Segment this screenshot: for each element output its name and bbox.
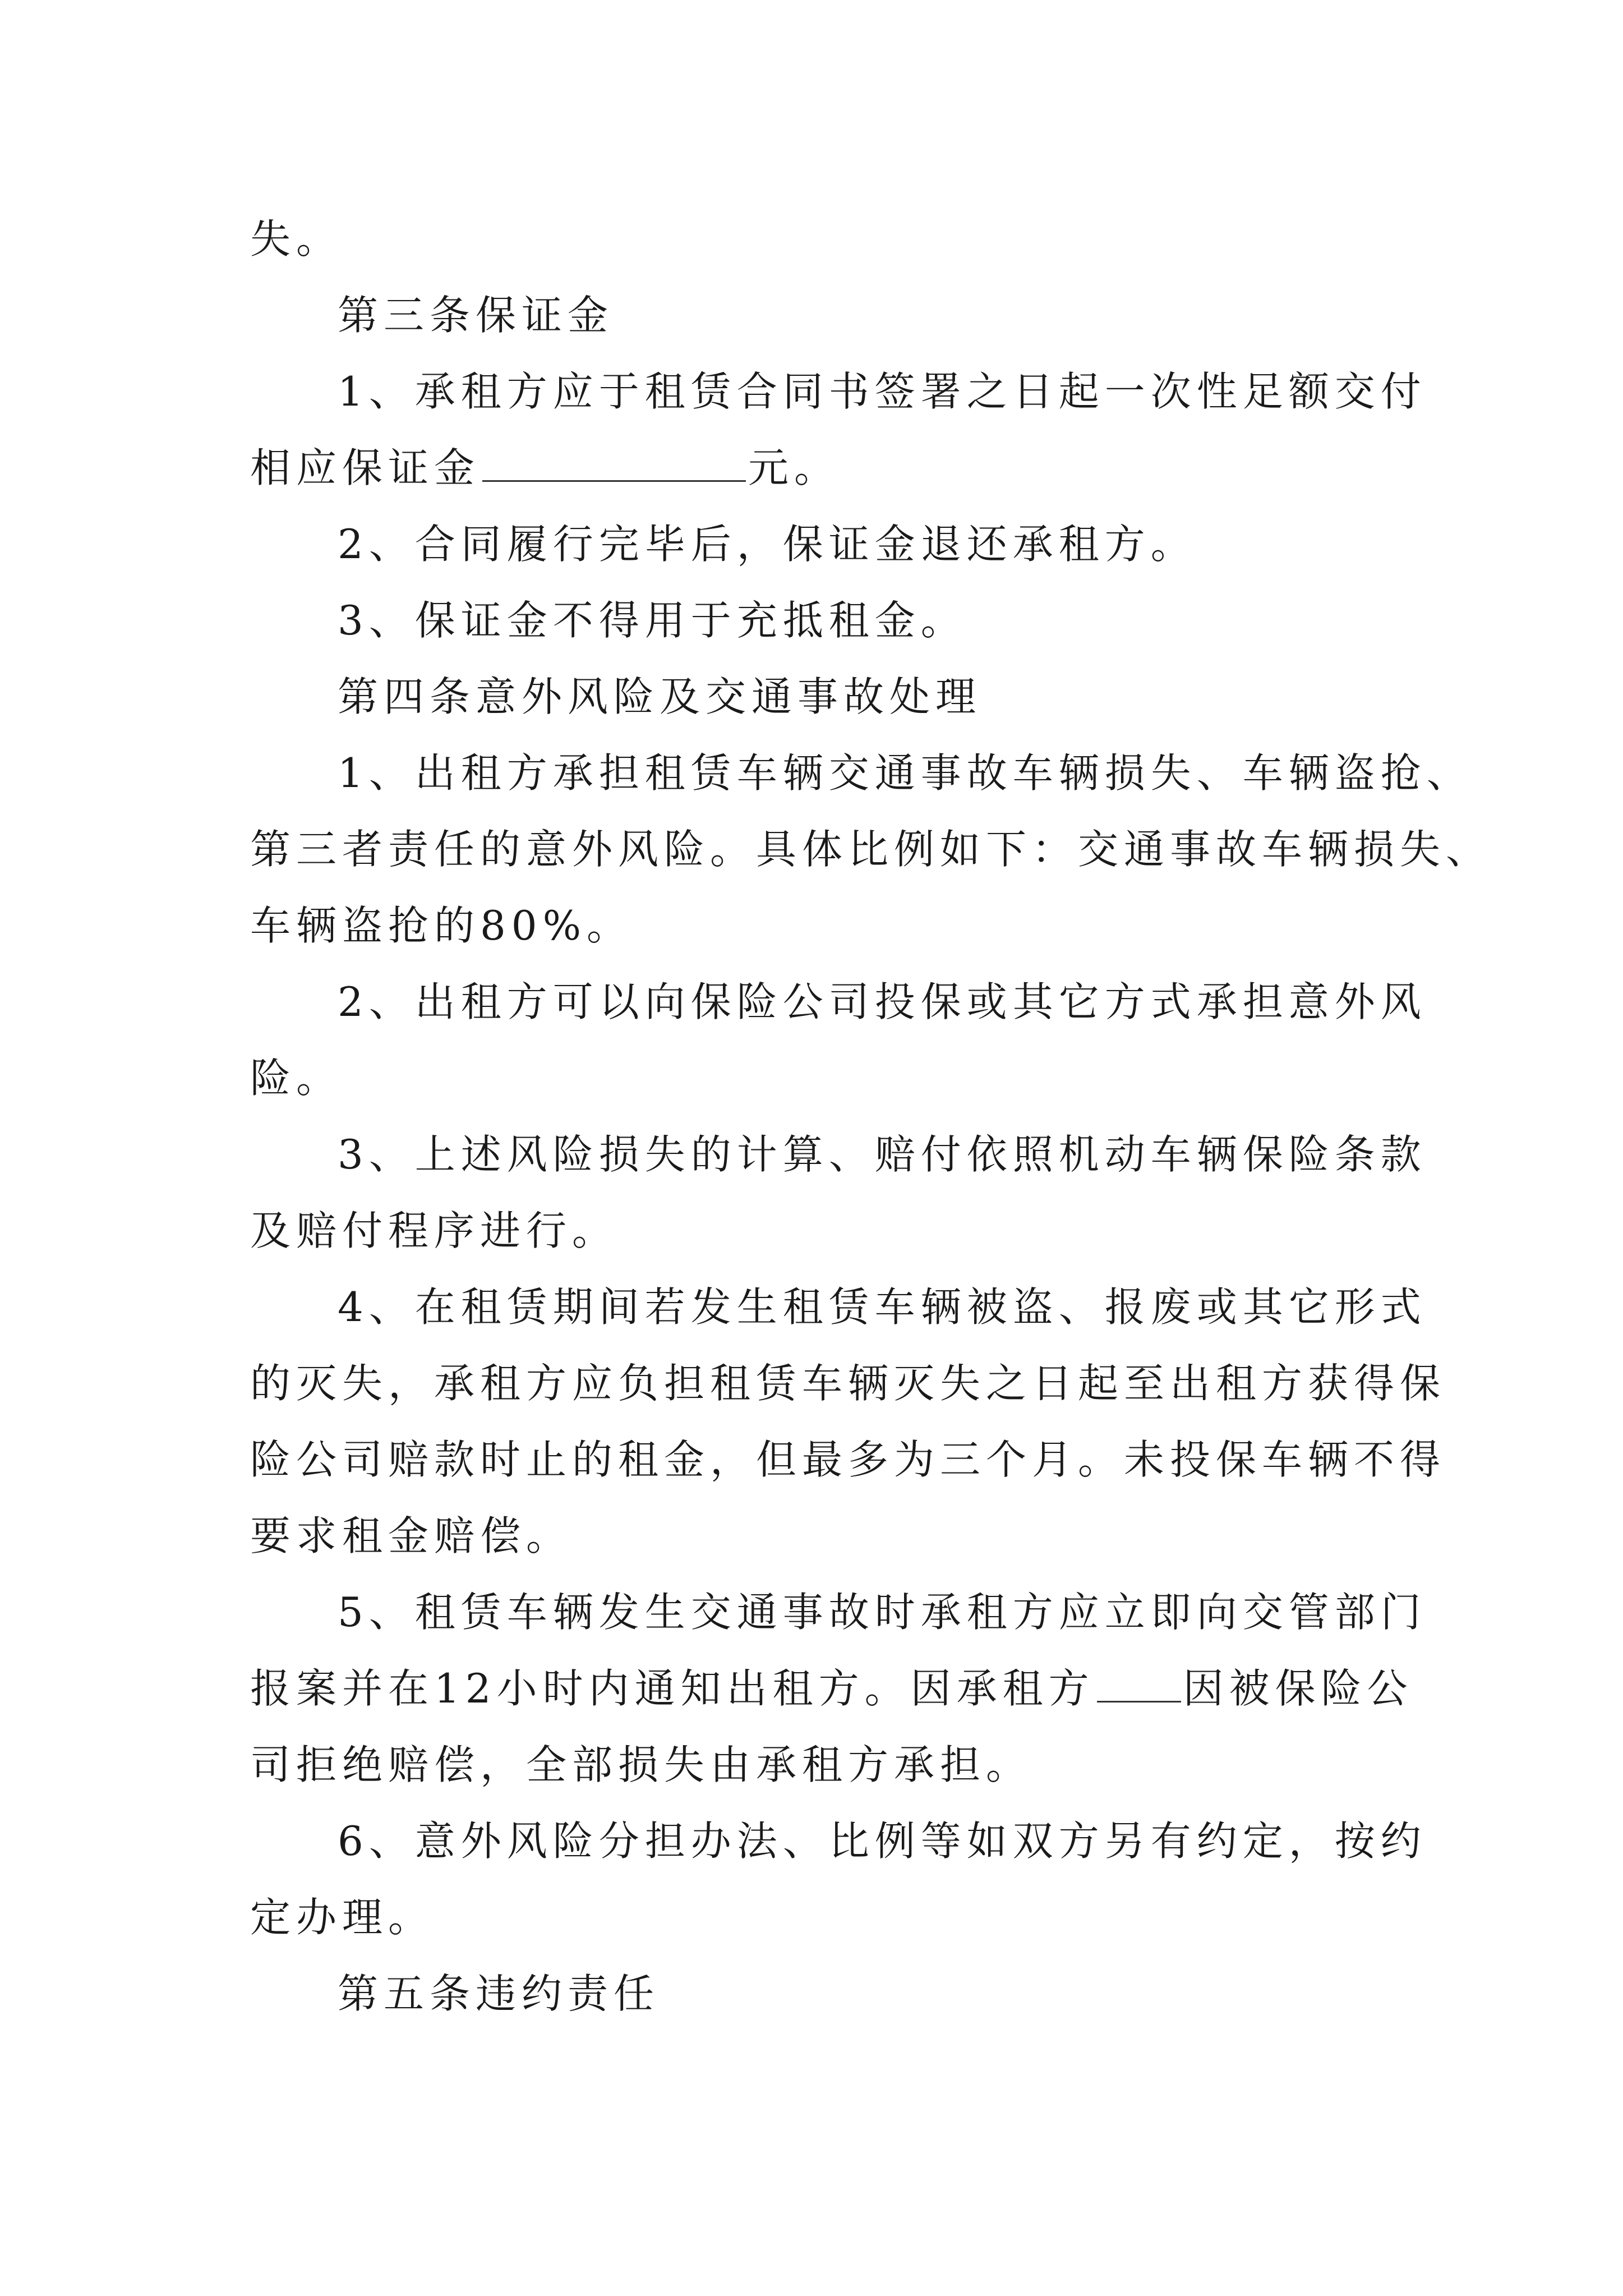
paragraph-line — [338, 1128, 1427, 1181]
text: 1、出租方承担租赁车辆交通事故车辆损失、车辆盗抢、 — [338, 749, 1473, 797]
text: 司拒绝赔偿，全部损失由承租方承担。 — [250, 1741, 1032, 1788]
paragraph-line — [338, 517, 1197, 571]
paragraph-line — [250, 1738, 1032, 1792]
text: 1、承租方应于租赁合同书签署之日起一次性足额交付 — [338, 368, 1427, 415]
text: 定办理。 — [250, 1894, 435, 1941]
paragraph-line — [338, 365, 1427, 418]
text: 险。 — [250, 1055, 343, 1102]
paragraph-line — [250, 822, 1492, 876]
text: 5、租赁车辆发生交通事故时承租方应立即向交管部门 — [338, 1589, 1427, 1636]
heading-text: 第五条违约责任 — [338, 1970, 660, 2017]
text: 元。 — [748, 444, 841, 491]
paragraph-line — [250, 1051, 342, 1105]
heading-text: 第三条保证金 — [338, 292, 614, 339]
text: 失。 — [250, 215, 343, 263]
heading-text: 第四条意外风险及交通事故处理 — [338, 673, 982, 720]
paragraph-line — [250, 441, 840, 495]
text: 要求租金赔偿。 — [250, 1512, 573, 1559]
paragraph-line — [338, 1280, 1427, 1334]
paragraph-line — [250, 899, 633, 953]
paragraph-line — [250, 1204, 618, 1258]
section-heading-4 — [338, 670, 981, 724]
text: 险公司赔款时止的租金，但最多为三个月。未投保车辆不得 — [250, 1436, 1446, 1483]
text: 3、上述风险损失的计算、赔付依照机动车辆保险条款 — [338, 1131, 1427, 1178]
paragraph-line — [250, 1890, 434, 1944]
text: 3、保证金不得用于充抵租金。 — [338, 597, 967, 644]
paragraph-line — [338, 975, 1427, 1029]
text: 2、合同履行完毕后，保证金退还承租方。 — [338, 521, 1197, 568]
paragraph-line — [250, 1509, 572, 1563]
text: 6、意外风险分担办法、比例等如双方另有约定，按约 — [338, 1818, 1427, 1865]
text: 第三者责任的意外风险。具体比例如下：交通事故车辆损失、 — [250, 826, 1492, 873]
paragraph-line — [338, 746, 1473, 800]
section-heading-3 — [338, 288, 614, 342]
paragraph-line — [250, 1356, 1446, 1410]
paragraph-line — [338, 1585, 1427, 1639]
text: 及赔付程序进行。 — [250, 1207, 619, 1254]
text: 的灭失，承租方应负担租赁车辆灭失之日起至出租方获得保 — [250, 1360, 1446, 1407]
text: 2、出租方可以向保险公司投保或其它方式承担意外风 — [338, 978, 1427, 1025]
text: 相应保证金 — [250, 444, 481, 491]
paragraph-line — [250, 1662, 1413, 1715]
text: 因被保险公 — [1183, 1665, 1413, 1712]
text: 报案并在12小时内通知出租方。因承租方 — [250, 1665, 1095, 1712]
text: 车辆盗抢的80%。 — [250, 902, 633, 949]
section-heading-5 — [338, 1967, 660, 2021]
paragraph-line — [338, 1814, 1427, 1868]
fill-in-blank — [1097, 1663, 1181, 1703]
text: 4、在租赁期间若发生租赁车辆被盗、报废或其它形式 — [338, 1283, 1427, 1331]
paragraph-line — [250, 212, 342, 266]
fill-in-blank — [482, 442, 746, 482]
paragraph-line — [338, 593, 967, 647]
paragraph-line — [250, 1433, 1446, 1487]
